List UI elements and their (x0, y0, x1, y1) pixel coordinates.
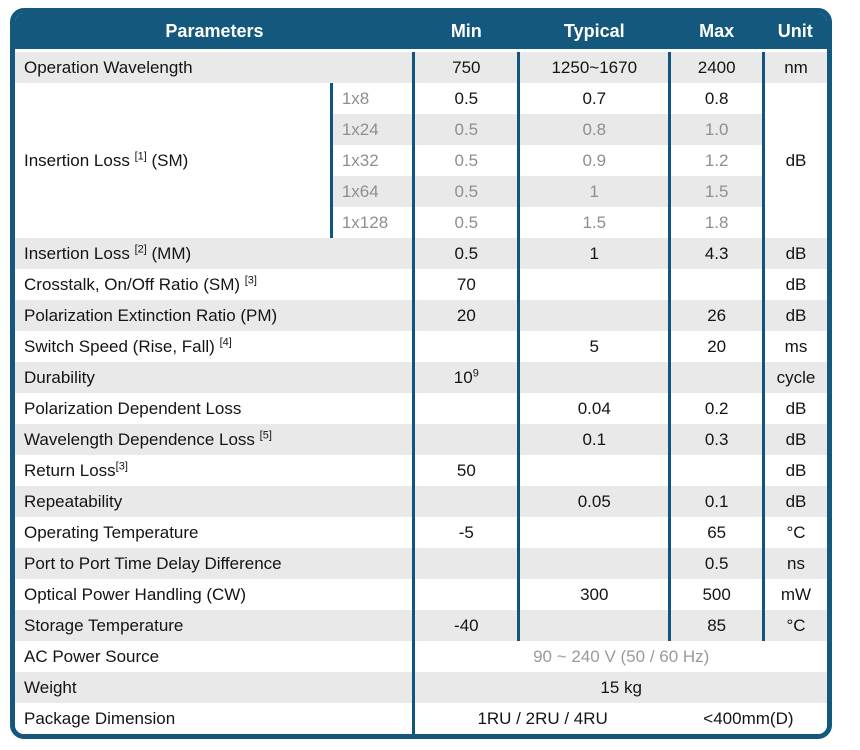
row-ac-power-source (15, 641, 827, 672)
unit-cell: dB (764, 455, 828, 486)
param-cell (15, 641, 414, 672)
typical-cell: 1.5 (519, 207, 670, 238)
row-insertion-loss-sm-1x8 (15, 83, 827, 114)
unit-cell: dB (764, 300, 828, 331)
min-cell: 50 (414, 455, 519, 486)
sub-label-cell: 1x64 (331, 176, 414, 207)
param-label: Polarization Dependent Loss (24, 398, 242, 418)
min-cell (414, 331, 519, 362)
typical-cell (519, 455, 670, 486)
param-cell (15, 269, 414, 300)
depth-cell: <400mm(D) (670, 703, 827, 734)
param-cell (15, 393, 414, 424)
param-label: Insertion Loss (24, 243, 135, 263)
param-label: Operating Temperature (24, 522, 199, 542)
min-value-base: 10 (453, 367, 473, 387)
max-cell: 26 (670, 300, 764, 331)
param-label-suffix: (MM) (146, 243, 192, 263)
header-unit: Unit (764, 13, 828, 51)
typical-cell: 300 (519, 579, 670, 610)
typical-cell: 1 (519, 238, 670, 269)
unit-cell-merged: dB (764, 83, 828, 238)
row-switch-speed (15, 331, 827, 362)
merged-value-cell: 15 kg (414, 672, 827, 703)
param-cell (15, 424, 414, 455)
max-cell: 1.2 (670, 145, 764, 176)
typical-cell: 0.05 (519, 486, 670, 517)
param-label: Port to Port Time Delay Difference (24, 553, 282, 573)
spec-table-container (10, 8, 832, 739)
typical-cell: 1 (519, 176, 670, 207)
param-cell (15, 672, 414, 703)
typical-cell: 5 (519, 331, 670, 362)
typical-cell (519, 300, 670, 331)
max-cell: 0.5 (670, 548, 764, 579)
min-cell: 0.5 (414, 238, 519, 269)
sub-label-cell: 1x128 (331, 207, 414, 238)
param-label: Wavelength Dependence Loss (24, 429, 260, 449)
header-max: Max (670, 13, 764, 51)
param-label: Operation Wavelength (24, 57, 193, 77)
row-insertion-loss-mm (15, 238, 827, 269)
sub-label-cell: 1x8 (331, 83, 414, 114)
max-cell: 0.2 (670, 393, 764, 424)
param-label: Repeatability (24, 491, 123, 511)
max-cell (670, 455, 764, 486)
max-cell: 1.8 (670, 207, 764, 238)
param-cell (15, 610, 414, 641)
unit-cell: °C (764, 610, 828, 641)
typical-cell: 0.8 (519, 114, 670, 145)
footnote-superscript: [5] (259, 428, 272, 441)
typical-cell (519, 269, 670, 300)
param-cell (15, 51, 414, 84)
param-cell (15, 703, 414, 734)
unit-cell: °C (764, 517, 828, 548)
max-cell: 500 (670, 579, 764, 610)
param-label: Weight (24, 677, 77, 697)
param-label: Crosstalk, On/Off Ratio (SM) (24, 274, 245, 294)
typical-cell: 0.1 (519, 424, 670, 455)
unit-cell: mW (764, 579, 828, 610)
header-min: Min (414, 13, 519, 51)
min-cell: 20 (414, 300, 519, 331)
header-row (15, 13, 827, 51)
param-cell (15, 362, 414, 393)
unit-cell: cycle (764, 362, 828, 393)
param-cell (15, 238, 414, 269)
row-weight (15, 672, 827, 703)
typical-cell (519, 548, 670, 579)
typical-cell (519, 517, 670, 548)
spec-table (15, 13, 827, 734)
header-parameters: Parameters (15, 13, 414, 51)
min-cell: 750 (414, 51, 519, 84)
param-cell (15, 548, 414, 579)
unit-cell: ns (764, 548, 828, 579)
min-cell: -5 (414, 517, 519, 548)
row-return-loss (15, 455, 827, 486)
min-cell (414, 393, 519, 424)
param-label: Optical Power Handling (CW) (24, 584, 247, 604)
footnote-superscript: [2] (134, 242, 147, 255)
typical-cell: 0.9 (519, 145, 670, 176)
row-repeatability (15, 486, 827, 517)
row-durability (15, 362, 827, 393)
min-cell (414, 548, 519, 579)
min-cell: -40 (414, 610, 519, 641)
min-cell (414, 579, 519, 610)
max-cell: 0.8 (670, 83, 764, 114)
unit-cell: ms (764, 331, 828, 362)
typical-cell: 0.04 (519, 393, 670, 424)
typical-cell: 1250~1670 (519, 51, 670, 84)
max-cell (670, 269, 764, 300)
param-label-suffix: (SM) (146, 150, 189, 170)
min-value-exponent: 9 (472, 366, 479, 379)
param-label: Storage Temperature (24, 615, 184, 635)
param-label: Polarization Extinction Ratio (PM) (24, 305, 278, 325)
param-cell (15, 455, 414, 486)
unit-cell: nm (764, 51, 828, 84)
row-operation-wavelength (15, 51, 827, 84)
max-cell: 65 (670, 517, 764, 548)
max-cell: 0.3 (670, 424, 764, 455)
max-cell: 1.0 (670, 114, 764, 145)
unit-cell: dB (764, 269, 828, 300)
max-cell: 2400 (670, 51, 764, 84)
min-cell: 0.5 (414, 114, 519, 145)
min-cell: 0.5 (414, 145, 519, 176)
param-cell (15, 579, 414, 610)
min-cell: 0.5 (414, 83, 519, 114)
unit-cell: dB (764, 238, 828, 269)
typical-cell (519, 610, 670, 641)
max-cell (670, 362, 764, 393)
sub-label-cell: 1x32 (331, 145, 414, 176)
typical-cell (519, 362, 670, 393)
rack-size-cell: 1RU / 2RU / 4RU (414, 703, 670, 734)
merged-value-cell: 90 ~ 240 V (50 / 60 Hz) (414, 641, 827, 672)
param-cell (15, 331, 414, 362)
max-cell: 4.3 (670, 238, 764, 269)
min-cell (414, 486, 519, 517)
sub-label-cell: 1x24 (331, 114, 414, 145)
param-label: Switch Speed (Rise, Fall) (24, 336, 220, 356)
row-polarization-dependent-loss (15, 393, 827, 424)
param-label: Durability (24, 367, 95, 387)
max-cell: 85 (670, 610, 764, 641)
min-cell: 0.5 (414, 176, 519, 207)
footnote-superscript: [4] (219, 335, 232, 348)
row-wavelength-dependence-loss (15, 424, 827, 455)
footnote-superscript: [1] (134, 149, 147, 162)
param-cell-merged (15, 83, 331, 238)
min-cell: 70 (414, 269, 519, 300)
param-label: Insertion Loss (24, 150, 135, 170)
row-port-to-port-delay (15, 548, 827, 579)
param-label: AC Power Source (24, 646, 160, 666)
min-cell: 0.5 (414, 207, 519, 238)
min-cell (414, 424, 519, 455)
typical-cell: 0.7 (519, 83, 670, 114)
unit-cell: dB (764, 486, 828, 517)
max-cell: 0.1 (670, 486, 764, 517)
param-cell (15, 486, 414, 517)
header-typical: Typical (519, 13, 670, 51)
max-cell: 20 (670, 331, 764, 362)
footnote-superscript: [3] (115, 459, 128, 472)
min-cell (414, 362, 519, 393)
row-operating-temperature (15, 517, 827, 548)
footnote-superscript: [3] (244, 273, 257, 286)
row-crosstalk (15, 269, 827, 300)
row-optical-power-handling (15, 579, 827, 610)
param-cell (15, 300, 414, 331)
param-label: Package Dimension (24, 708, 176, 728)
row-storage-temperature (15, 610, 827, 641)
row-polarization-extinction-ratio (15, 300, 827, 331)
max-cell: 1.5 (670, 176, 764, 207)
unit-cell: dB (764, 393, 828, 424)
param-label: Return Loss (24, 460, 116, 480)
row-package-dimension (15, 703, 827, 734)
unit-cell: dB (764, 424, 828, 455)
param-cell (15, 517, 414, 548)
